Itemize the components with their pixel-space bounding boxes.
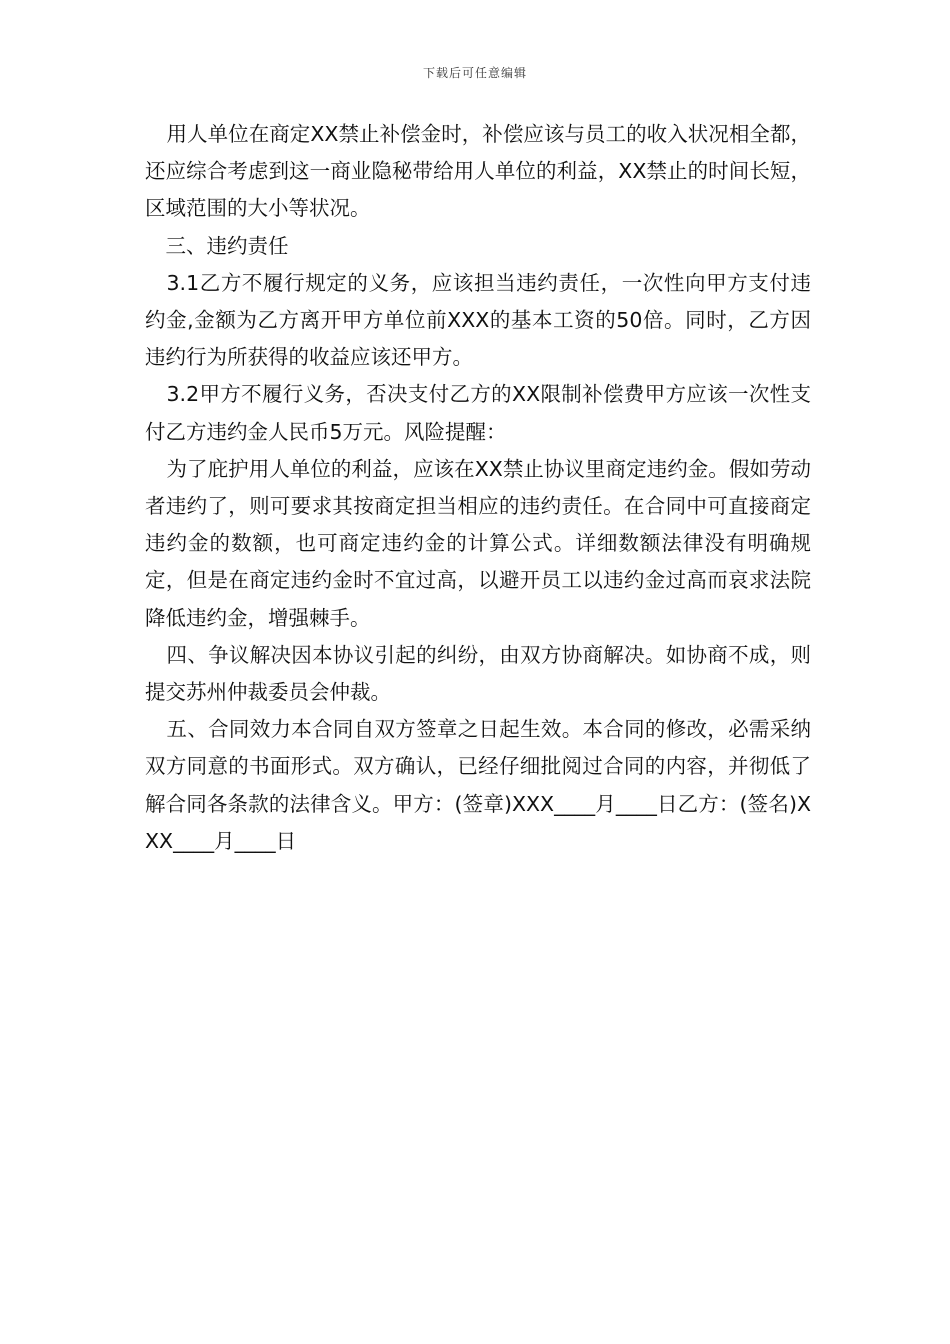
paragraph-clause-3-1: 3.1乙方不履行规定的义务，应该担当违约责任，一次性向甲方支付违约金,金额为乙方离开甲方单位前XXX的基本工资的50倍。同时，乙方因违约行为所获得的收益应该还甲方。 [145,270,811,370]
document-body [145,116,811,860]
paragraph-clause-3-2: 3.2甲方不履行义务，否决支付乙方的XX限制补偿费甲方应该一次性支付乙方违约金人民币5万元。风险提醒： [145,382,811,444]
paragraph-contract-validity: 五、合同效力本合同自双方签章之日起生效。本合同的修改，必需采纳双方同意的书面形式。双方确认，已经仔细批阅过合同的内容，并彻低了解合同各条款的法律含义。甲方：(签章)XXX____月____日乙方：(签名)XXX____月____日 [145,717,811,853]
paragraph-dispute-resolution: 四、争议解决因本协议引起的纠纷，由双方协商解决。如协商不成，则提交苏州仲裁委员会仲裁。 [145,642,811,705]
header-note: 下载后可任意编辑 [422,66,527,80]
paragraph-compensation: 用人单位在商定XX禁止补偿金时，补偿应该与员工的收入状况相全都，还应综合考虑到这一商业隐秘带给用人单位的利益，XX禁止的时间长短，区域范围的大小等状况。 [145,122,811,221]
paragraph-risk-note: 为了庇护用人单位的利益，应该在XX禁止协议里商定违约金。假如劳动者违约了，则可要求其按商定担当相应的违约责任。在合同中可直接商定违约金的数额，也可商定违约金的计算公式。详细数额法律没有明确规定，但是在商定违约金时不宜过高，以避开员工以违约金过高而哀求法院降低违约金，增强棘手。 [145,456,811,630]
section-heading-breach: 三、违约责任 [165,233,289,258]
